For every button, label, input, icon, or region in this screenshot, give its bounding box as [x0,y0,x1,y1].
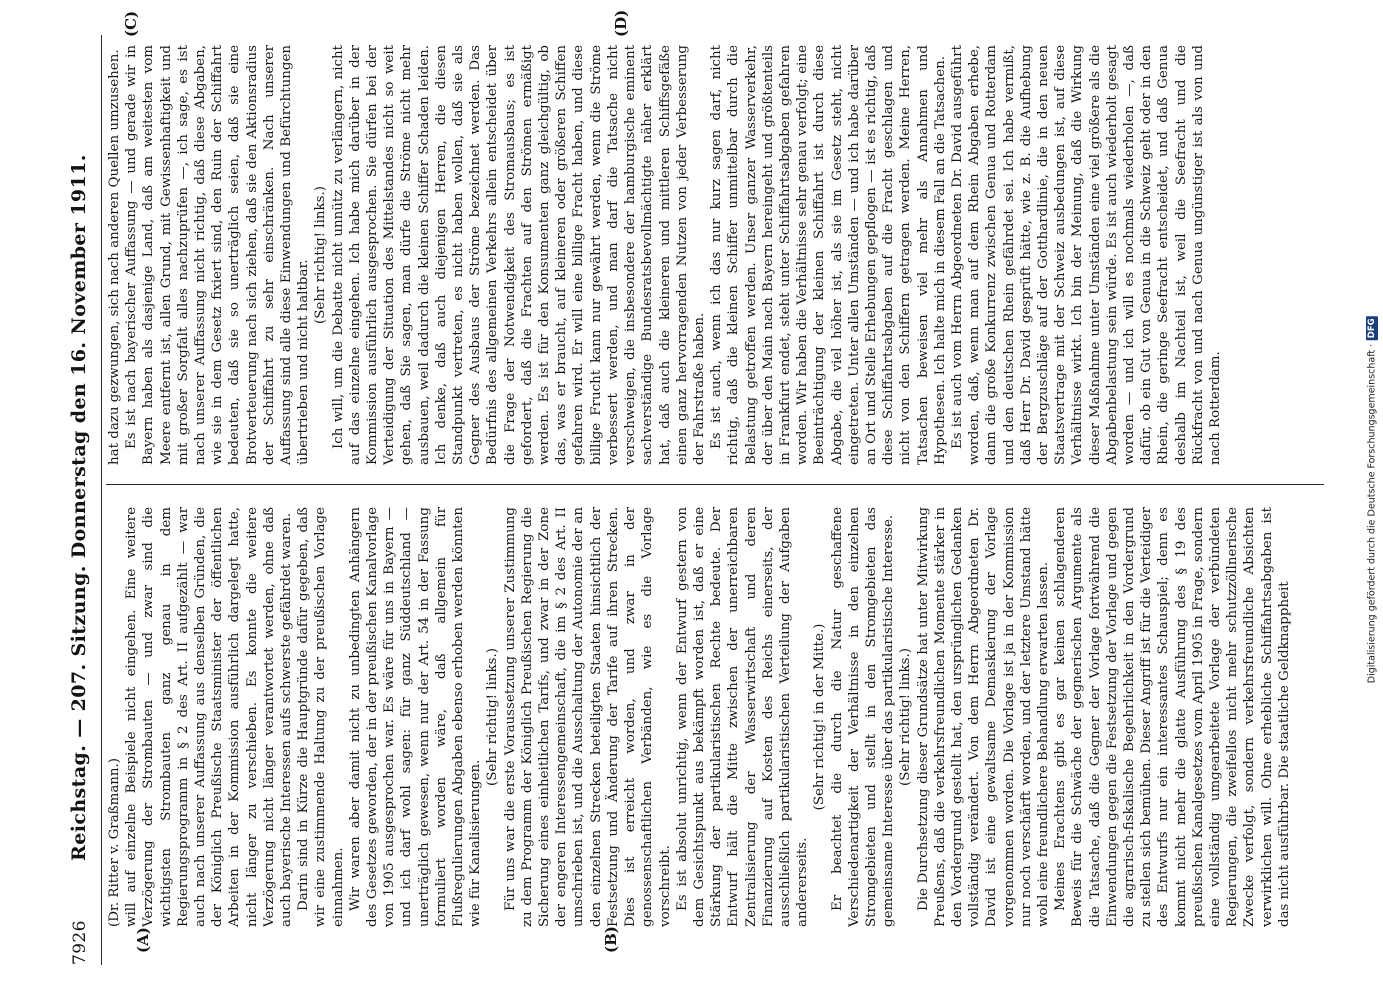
margin-marker-c: (C) [121,10,140,37]
credit-text: Digitalisierung gefördert durch die Deutsche Forschungsgemeinschaft · [1366,344,1378,684]
column-divider [106,484,1324,485]
paragraph: Er beachtet die durch die Natur geschaffene Verschiedenartigkeit der Verhältnisse in den einzelnen Stromgebieten und stellt in den Stromgebieten das gemeinsame Interesse über das partikularistische Interesse. [829,507,896,927]
interjection: (Sehr richtig! links.) [484,648,500,786]
paragraph: Darin sind in Kürze die Hauptgründe dafür gegeben, daß wir eine zustimmende Haltung zu der preußischen Vorlage einnahmen. [295,507,346,927]
newspaper-page [42,9,1342,985]
speaker-attribution: (Dr. Ritter v. Graßmann.) [106,757,122,927]
margin-marker-a: (A) [133,927,152,953]
paragraph: Meines Erachtens gibt es gar keinen schlagenderen Beweis für die Schwäche der gegnerischen Argumente als die Tatsache, daß die Gegner der Vorlage fortwährend die Einwendungen gegen die Festsetzung der Vorlage und gegen die agrarisch-fiskalische Begehrlichkeit in den Vordergrund zu stellen sich bemühen. Dieser Angriff ist für die Verteidiger des Entwurfs nur ein interessantes Schauspiel; denn es kommt nicht mehr die glatte Ausführung des § 19 des preußischen Kanalgesetzes vom April 1905 in Frage, sondern eine vollständig umgearbeitete Vorlage der verbündeten Regierungen, die zweifellos nicht mehr schutzzöllnerische Zwecke verfolgt, sondern verkehrsfreundliche Absichten verwirklichen will. Ohne erhebliche Schiffahrtsabgaben ist das nicht ausführbar. Die staatliche Geldknappheit [1052,507,1292,927]
text-column-right [106,45,1324,465]
interjection: (Sehr richtig! links.) [897,648,913,786]
paragraph: Die Durchsetzung dieser Grundsätze hat unter Mitwirkung Preußens, daß die verkehrsfreundlichen Momente stärker in den Vordergrund gestellt hat, den ursprünglichen Gedanken vollständig verändert. Von dem Herrn Abgeordneten Dr. David ist eine gewaltsame Demaskierung der Vorlage vorgenommen worden. Die Vorlage ist ja in der Kommission nur noch verschärft worden, und der letztere Umstand hätte wohl eine freundlichere Behandlung erwarten lassen. [915,507,1051,927]
paragraph: hat dazu gezwungen, sich nach anderen Quellen umzusehen. [106,49,122,465]
page-header [68,35,102,965]
page-number: 7926 [69,920,90,965]
margin-marker-d: (D) [611,9,630,37]
margin-marker-b: (B) [601,926,620,953]
digitization-credit [1363,8,1381,992]
paragraph: Wir waren aber damit nicht zu unbedingten Anhängern des Gesetzes geworden, der in der preußischen Kanalvorlage von 1905 ausgesprochen war. Es wäre für uns in Bayern — und ich darf wohl sagen: für ganz Süddeutschland — unerträglich gewesen, wenn nur der Art. 54 in der Fassung formuliert worden wäre, daß allgemein für Flußregulierungen Abgaben ebenso erhoben werden könnten wie für Kanalisierungen. [347,507,483,927]
paragraph: Für uns war die erste Voraussetzung unserer Zustimmung zu dem Programm der Königlich Preußischen Regierung die Sicherung eines einheitlichen Tarifs, und zwar in der Zone der engeren Interessengemeinschaft, die im § 2 des Art. II umschrieben ist, und die Ausschaltung der Autonomie der an den einzelnen Strecken beteiligten Staaten hinsichtlich der Festsetzung und Änderung der Tarife auf ihren Strecken. Dies ist erreicht worden, und zwar in der genossenschaftlichen Verbänden, wie es die Vorlage vorschreibt. [502,507,672,927]
page-title: Reichstag. — 207. Sitzung. Donnerstag den 16. November 1911. [67,154,90,861]
interjection: (Sehr richtig! links.) [312,186,328,324]
text-column-left [106,507,1324,927]
interjection: (Sehr richtig! in der Mitte.) [811,623,827,811]
paragraph: Es ist absolut unrichtig, wenn der Entwurf gestern von dem Gesichtspunkt aus bekämpft worden ist, daß er eine Stärkung der partikularistischen Rechte bedeute. Der Entwurf hält die Mitte zwischen der unerreichbaren Zentralisierung der Wasserwirtschaft und deren Finanzierung auf Kosten des Reichs einerseits, der ausschließlich partikularistischen Verteilung der Aufgaben andererseits. [674,507,810,927]
paragraph: Es ist auch vom Herrn Abgeordneten Dr. David ausgeführt worden, daß, wenn man auf dem Rhein Abgaben erhebe, dann die große Konkurrenz zwischen Genua und Rotterdam und den deutschen Rhein gefährdet sei. Ich habe vermißt, daß Herr Dr. David gesprüft hätte, wie z. B. die Aufhebung der Bergzuschläge auf der Gotthardlinie, die in den neuen Staatsvertrage mit der Schweiz ausbedungen ist, auf diese Verhältnisse wirkt. Ich bin der Meinung, daß die Wirkung dieser Maßnahme unter Umständen eine viel größere als die Abgabenbelastung sein würde. Es ist auch wiederholt gesagt worden — und ich will es nochmals wiederholen —, daß dafür, ob ein Gut von Genua in die Schweiz geht oder in den Rhein, die geringe Seefracht entscheidet, und daß Genua deshalb im Nachteil ist, weil die Seefracht und die Rückfracht von und nach Genua ungünstiger ist als von und nach Rotterdam. [949,45,1223,465]
dfg-logo: DFG [1367,318,1377,339]
paragraph: Es ist auch, wenn ich das nur kurz sagen darf, nicht richtig, daß die kleinen Schiffer unmittelbar durch die Belastung getroffen werden. Unser ganzer Wasserverkehr, der über den Main nach Bayern hereingeht und größtenteils in Frankfurt endet, steht unter Schiffahrtsabgaben gefahren worden. Wir haben die Verhältnisse sehr genau verfolgt; eine Beeinträchtigung der kleinen Schiffahrt ist durch diese Abgabe, die viel höher ist, als sie im Gesetz steht, nicht eingetreten. Unter allen Umständen — und ich habe darüber an Ort und Stelle Erhebungen gepflogen — ist es richtig, daß diese Schiffahrtsabgaben auf die Fracht geschlagen und nicht von den Schiffern getragen werden. Meine Herren, Tatsachen beweisen viel mehr als Annahmen und Hypothesen. Ich halte mich in diesem Fall an die Tatsachen. [708,45,948,465]
paragraph: Ich will, um die Debatte nicht unnütz zu verlängern, nicht auf das einzelne eingehen. Ich habe mich darüber in der Kommission ausführlich ausgesprochen. Sie dürfen bei der Verteidigung der Situation des Mittelstandes nicht so weit gehen, daß Sie sagen, man dürfe die Ströme nicht mehr ausbauen, weil dadurch die kleinen Schiffer Schaden leiden. Ich denke, daß auch diejenigen Herren, die diesen Standpunkt vertreten, es nicht haben wollen, daß sie als Gegner des Ausbaus der Ströme bezeichnet werden. Das Bedürfnis des allgemeinen Verkehrs allein entscheidet über die Frage der Notwendigkeit des Stromausbaus; es ist gefordert, daß die Frachten auf den Strömen ermäßigt werden. Es ist für den Konsumenten ganz gleichgültig, ob das, was er braucht, auf kleineren oder größeren Schiffen gefahren wird. Er will eine billige Fracht haben, und diese billige Frucht kann nur gewährt werden, wenn die Ströme verbessert werden, und man darf die Tatsache nicht verschweigen, die insbesondere der hamburgische eminent sachverständige Bundesratsbevollmächtigte näher erklärt hat, daß auch die kleineren und mittleren Schiffsgefäße einen ganz hervorragenden Nutzen von jeder Verbesserung der Fahrstraße haben. [330,45,707,465]
paragraph: Es ist nach bayerischer Auffassung — und gerade wir in Bayern haben als dasjenige Land, daß am weitesten vom Meere entfernt ist, allen Grund, mit Gewissenhaftigkeit und mit großer Sorgfalt alles nachzuprüfen —, ich sage, es ist nach unserer Auffassung nicht richtig, daß diese Abgaben, wie sie in dem Gesetz fixiert sind, den Ruin der Schiffahrt bedeuten, daß sie so unerträglich seien, daß sie eine Brotverteuerung nach sich ziehen, daß sie den Aktionsradius der Schiffahrt zu sehr einschränken. Nach unserer Auffassung sind alle diese Einwendungen und Befürchtungen übertrieben und nicht haltbar. [123,45,311,465]
paragraph: will auf einzelne Beispiele nicht eingehen. Eine weitere Verzögerung der Strombauten — und zwar sind die wichtigsten Strombauten ganz genau in dem Regierungsprogramm in § 2 des Art. II aufgezählt — war auch nach unserer Auffassung aus denselben Gründen, die der Königlich Preußische Staatsminister der öffentlichen Arbeiten in der Kommission ausführlich dargelegt hatte, nicht länger zu verschieben. Es konnte die weitere Verzögerung nicht länger verantwortet werden, ohne daß auch bayerische Interessen aufs schwerste gefährdet waren. [123,507,294,927]
